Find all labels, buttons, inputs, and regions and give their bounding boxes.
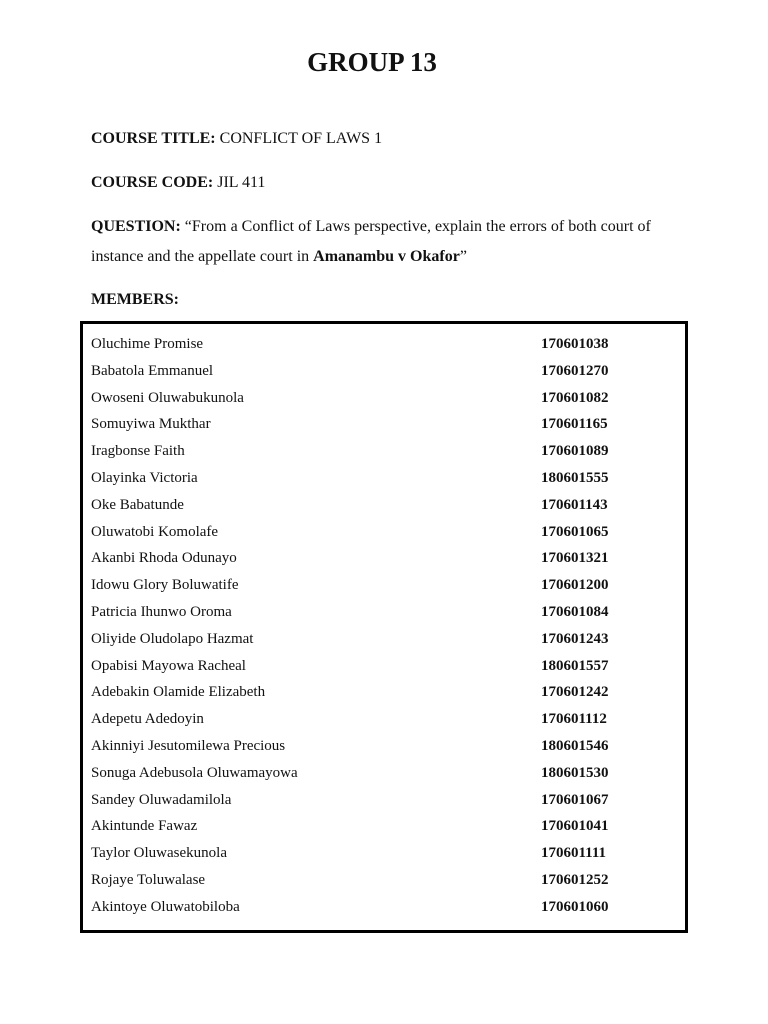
- member-row: [83, 733, 685, 759]
- member-row: [83, 411, 685, 437]
- members-heading: MEMBERS:: [91, 291, 179, 308]
- course-title-line: [91, 128, 382, 150]
- member-row: [83, 626, 685, 652]
- member-id: 170601038: [541, 336, 609, 352]
- member-id: 170601243: [541, 630, 609, 647]
- member-row: [83, 331, 685, 357]
- course-title-value: CONFLICT OF LAWS 1: [215, 130, 383, 147]
- member-row: [83, 679, 685, 705]
- member-id: 170601089: [541, 443, 609, 460]
- member-name: Owoseni Oluwabukunola: [91, 389, 244, 406]
- case-name: Amanambu v Okafor: [313, 248, 460, 265]
- member-name: Idowu Glory Boluwatife: [91, 577, 239, 594]
- member-row: [83, 492, 685, 518]
- member-name: Oluwatobi Komolafe: [91, 523, 219, 540]
- member-name: Olayinka Victoria: [91, 470, 198, 486]
- member-name: Oliyide Oludolapo Hazmat: [91, 630, 254, 647]
- member-row: [83, 519, 685, 545]
- member-row: [83, 438, 685, 464]
- course-code-label: COURSE CODE:: [91, 174, 214, 191]
- member-id: 170601165: [541, 416, 608, 433]
- member-row: [83, 894, 685, 920]
- member-name: Sandey Oluwadamilola: [91, 791, 232, 808]
- question-text-suffix: ”: [459, 248, 467, 265]
- member-row: [83, 358, 685, 384]
- member-name: Oluchime Promise: [91, 336, 204, 352]
- member-name: Oke Babatunde: [91, 496, 184, 513]
- member-name: Akanbi Rhoda Odunayo: [91, 550, 237, 567]
- member-id: 180601555: [541, 470, 609, 486]
- member-name: Taylor Oluwasekunola: [91, 845, 227, 862]
- member-row: [83, 706, 685, 732]
- member-row: [83, 545, 685, 571]
- member-id: 170601067: [541, 791, 609, 808]
- member-id: 170601060: [541, 898, 609, 915]
- member-name: Patricia Ihunwo Oroma: [91, 604, 232, 620]
- member-row: [83, 653, 685, 679]
- course-code-line: [91, 172, 265, 194]
- member-name: Iragbonse Faith: [91, 443, 185, 460]
- course-code-value: JIL 411: [213, 174, 266, 191]
- member-row: [83, 599, 685, 625]
- member-id: 170601200: [541, 577, 609, 594]
- member-row: [83, 867, 685, 893]
- members-table: [80, 321, 688, 933]
- member-id: 170601082: [541, 389, 609, 406]
- member-name: Somuyiwa Mukthar: [91, 416, 211, 433]
- member-row: [83, 572, 685, 598]
- member-id: 170601065: [541, 523, 609, 540]
- member-name: Rojaye Toluwalase: [91, 872, 206, 888]
- member-id: 170601270: [541, 362, 609, 379]
- member-row: [83, 465, 685, 491]
- question-line-1: [91, 216, 651, 238]
- question-label: QUESTION:: [91, 218, 181, 235]
- member-id: 170601041: [541, 818, 609, 835]
- course-title-label: COURSE TITLE:: [91, 130, 216, 147]
- member-id: 170601143: [541, 496, 608, 513]
- question-text-line1: “From a Conflict of Laws perspective, explain the errors of both court of: [180, 218, 651, 235]
- member-id: 170601112: [541, 711, 607, 728]
- member-name: Akintunde Fawaz: [91, 818, 198, 835]
- member-name: Babatola Emmanuel: [91, 362, 214, 379]
- member-id: 170601111: [541, 845, 607, 862]
- member-id: 180601530: [541, 764, 609, 781]
- member-name: Akinniyi Jesutomilewa Precious: [91, 738, 286, 754]
- member-row: [83, 840, 685, 866]
- page-title: GROUP 13: [307, 47, 437, 77]
- member-row: [83, 813, 685, 839]
- member-id: 170601242: [541, 684, 609, 701]
- member-name: Akintoye Oluwatobiloba: [91, 898, 240, 915]
- member-name: Adebakin Olamide Elizabeth: [91, 684, 266, 701]
- member-row: [83, 787, 685, 813]
- member-row: [83, 385, 685, 411]
- question-line-2: [91, 246, 467, 268]
- member-id: 170601252: [541, 872, 609, 888]
- question-text-prefix: instance and the appellate court in: [91, 248, 314, 265]
- member-row: [83, 760, 685, 786]
- member-id: 170601321: [541, 550, 609, 567]
- member-name: Opabisi Mayowa Racheal: [91, 657, 246, 674]
- member-id: 180601546: [541, 738, 609, 754]
- member-name: Sonuga Adebusola Oluwamayowa: [91, 764, 298, 781]
- member-id: 180601557: [541, 657, 609, 674]
- member-name: Adepetu Adedoyin: [91, 711, 204, 728]
- member-id: 170601084: [541, 604, 609, 620]
